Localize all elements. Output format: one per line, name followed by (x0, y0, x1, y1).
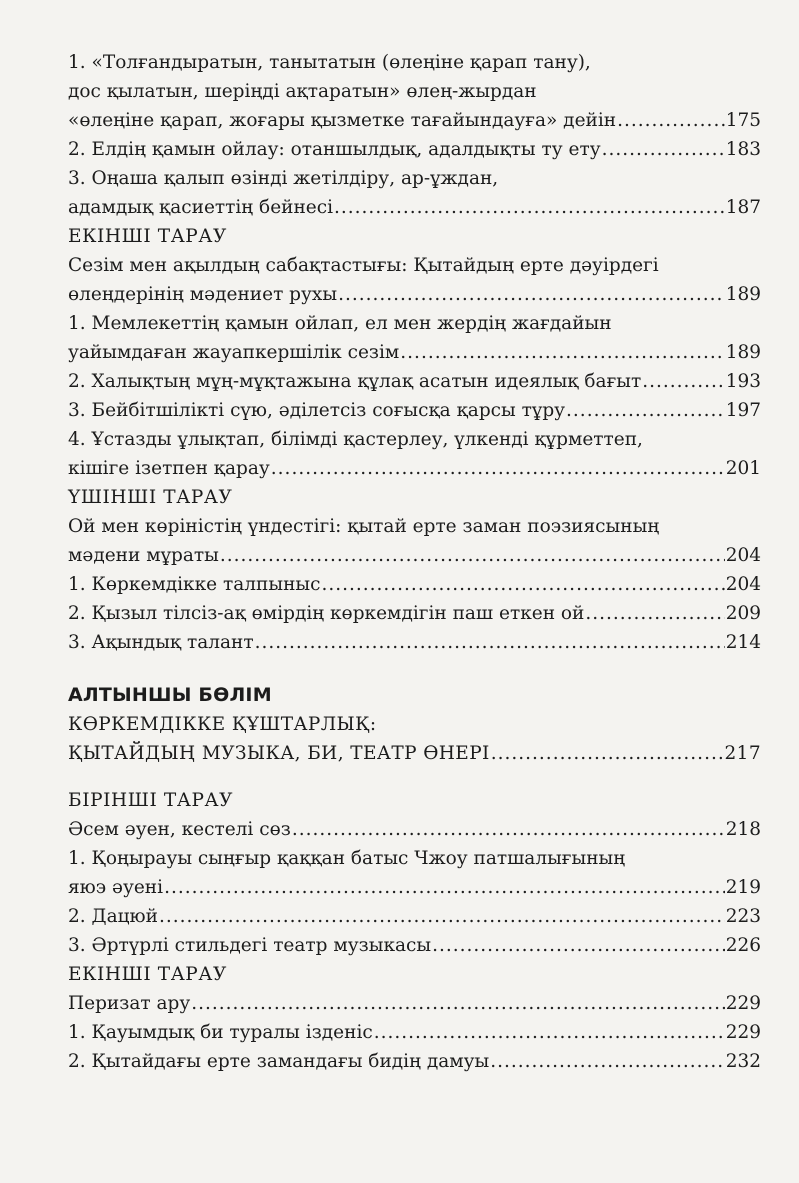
leader-dots (292, 815, 725, 844)
toc-entry (68, 106, 761, 135)
toc-entry-text: мәдени мұраты (68, 545, 219, 566)
page-number: 197 (725, 400, 761, 421)
leader-dots (400, 338, 724, 367)
part-heading: АЛТЫНШЫ БӨЛІМ (68, 684, 272, 706)
leader-dots (271, 454, 725, 483)
page-number: 223 (725, 906, 761, 927)
toc-entry-text: 3. Ақындық талант (68, 632, 254, 653)
toc-entry-text: 3. Бейбітшілікті сүю, әділетсіз соғысқа қарсы тұру (68, 400, 566, 421)
toc-entry-text: 3. Әртүрлі стильдегі театр музыкасы (68, 935, 432, 956)
toc-entry-text: өлеңдерінің мәдениет рухы (68, 284, 338, 305)
toc-entry-text: кішіге ізетпен қарау (68, 458, 270, 479)
toc-entry-text: 1. Көркемдікке талпыныс (68, 574, 321, 595)
toc-entry (68, 902, 761, 931)
toc-entry-text: Перизат ару (68, 993, 191, 1014)
toc-entry-text: 2. Халықтың мұң-мұқтажына құлақ асатын идеялық бағыт (68, 371, 642, 392)
toc-entry-text: 1. Қауымдық би туралы ізденіс (68, 1022, 373, 1043)
toc-entry (68, 135, 761, 164)
toc-line: дос қылатын, шеріңді ақтаратын» өлең-жырдан (68, 81, 537, 102)
page-number: 183 (725, 139, 761, 160)
table-of-contents (68, 48, 761, 1076)
leader-dots (374, 1018, 725, 1047)
leader-dots (191, 989, 724, 1018)
leader-dots (220, 541, 725, 570)
leader-dots (642, 367, 724, 396)
leader-dots (164, 873, 725, 902)
chapter-heading: ЕКІНШІ ТАРАУ (68, 226, 227, 247)
leader-dots (159, 902, 725, 931)
toc-entry-text: Әсем әуен, кестелі сөз (68, 819, 291, 840)
leader-dots (338, 280, 725, 309)
page-number: 193 (725, 371, 761, 392)
toc-entry (68, 338, 761, 367)
leader-dots (602, 135, 725, 164)
toc-entry (68, 1047, 761, 1076)
toc-entry-text: уайымдаған жауапкершілік сезім (68, 342, 400, 363)
toc-line: Сезім мен ақылдың сабақтастығы: Қытайдың ерте дәуірдегі (68, 255, 659, 276)
leader-dots (255, 628, 725, 657)
toc-line: 1. Қоңырауы сыңғыр қаққан батыс Чжоу патшалығының (68, 848, 626, 869)
page-number: 214 (725, 632, 761, 653)
leader-dots (585, 599, 724, 628)
toc-entry-text: яюэ әуені (68, 877, 164, 898)
toc-entry-text: «өлеңіне қарап, жоғары қызметке тағайындауға» дейін (68, 110, 617, 131)
toc-entry (68, 1018, 761, 1047)
leader-dots (432, 931, 725, 960)
page-number: 201 (725, 458, 761, 479)
toc-line: 1. Мемлекеттің қамын ойлап, ел мен жердің жағдайын (68, 313, 612, 334)
toc-entry-text: 2. Қытайдағы ерте замандағы бидің дамуы (68, 1051, 490, 1072)
toc-entry (68, 570, 761, 599)
chapter-heading: ҮШІНШІ ТАРАУ (68, 487, 233, 508)
page-number: 226 (725, 935, 761, 956)
page-number: 204 (725, 574, 761, 595)
toc-entry (68, 599, 761, 628)
toc-line: 4. Ұстазды ұлықтап, білімді қастерлеу, үлкенді құрметтеп, (68, 429, 643, 450)
toc-entry-text: 2. Қызыл тілсіз-ақ өмірдің көркемдігін паш еткен ой (68, 603, 585, 624)
leader-dots (490, 1047, 724, 1076)
toc-line: 3. Оңаша қалып өзінді жетілдіру, ар-ұждан, (68, 168, 499, 189)
toc-entry (68, 815, 761, 844)
page-number: 204 (725, 545, 761, 566)
page-number: 219 (725, 877, 761, 898)
toc-entry (68, 739, 761, 768)
toc-entry (68, 931, 761, 960)
chapter-heading: ЕКІНШІ ТАРАУ (68, 964, 227, 985)
leader-dots (491, 739, 724, 768)
leader-dots (566, 396, 725, 425)
page-number: 218 (725, 819, 761, 840)
page-number: 229 (725, 993, 761, 1014)
page-number: 189 (725, 342, 761, 363)
leader-dots (334, 193, 725, 222)
toc-entry (68, 280, 761, 309)
toc-line: 1. «Толғандыратын, танытатын (өлеңіне қарап тану), (68, 52, 591, 73)
toc-entry-text: адамдық қасиеттің бейнесі (68, 197, 334, 218)
toc-entry (68, 873, 761, 902)
page-number: 187 (725, 197, 761, 218)
toc-entry (68, 628, 761, 657)
toc-entry (68, 367, 761, 396)
page-number: 209 (725, 603, 761, 624)
chapter-heading: БІРІНШІ ТАРАУ (68, 790, 234, 811)
page-number: 229 (725, 1022, 761, 1043)
toc-line: Ой мен көріністің үндестігі: қытай ерте заман поэзиясының (68, 516, 660, 537)
leader-dots (617, 106, 725, 135)
toc-entry (68, 541, 761, 570)
page-number: 175 (725, 110, 761, 131)
toc-entry (68, 989, 761, 1018)
part-title-line: КӨРКЕМДІККЕ ҚҰШТАРЛЫҚ: (68, 714, 377, 735)
page-number: 189 (725, 284, 761, 305)
toc-entry (68, 396, 761, 425)
toc-entry-text: ҚЫТАЙДЫҢ МУЗЫКА, БИ, ТЕАТР ӨНЕРІ (68, 743, 490, 764)
toc-entry (68, 193, 761, 222)
page-number: 217 (724, 743, 761, 764)
toc-entry-text: 2. Елдің қамын ойлау: отаншылдық, адалдықты ту ету (68, 139, 601, 160)
toc-entry (68, 454, 761, 483)
page-number: 232 (725, 1051, 761, 1072)
toc-entry-text: 2. Дацюй (68, 906, 158, 927)
leader-dots (321, 570, 724, 599)
